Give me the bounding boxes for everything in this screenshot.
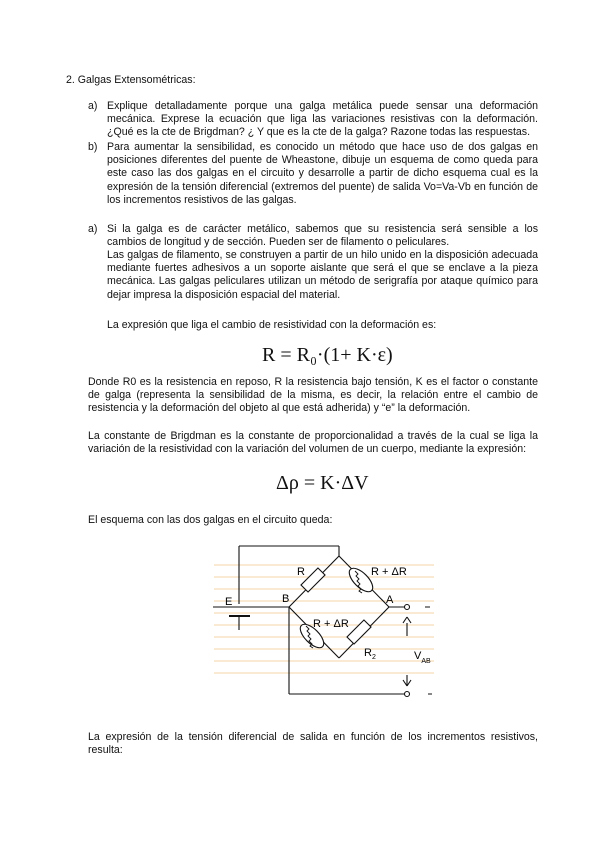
answer-a-label: a) [88,223,98,235]
label-a: A [386,594,394,606]
label-gauge-bottom: R + ΔR [313,618,349,630]
question-a-label: a) [88,100,98,112]
question-b-text: Para aumentar la sensibilidad, es conocido un método que hace uso de dos galgas en posiciones diferentes del puente de Wheastone, dibuje un esquema de como queda para este caso las dos galgas en el circuito y desarrolle a partir de dicho esquema cual es la expresión de la tensión diferencial (extremos del puente) de salida Vo=Va-Vb en función de los incrementos resistivos de las galgas. [107,141,538,206]
label-vab: $V_{AB}$ [414,650,431,665]
terminal-b [405,692,410,697]
answer-paragraph-7: La expresión de la tensión diferencial de salida en función de los incrementos resistivos, resulta: [88,731,538,757]
label-e: E [225,596,233,608]
question-a-text: Explique detalladamente porque una galga metálica puede sensar una deformación mecánica. Exprese la ecuación que liga las variaciones resistivas con la deformación. ¿Qué es la cte de Brigdman? ¿ Y que es la cte de la galga? Razone todas las respuestas. [107,100,538,139]
resistor-r2 [347,620,371,644]
answer-paragraph-3: La expresión que liga el cambio de resistividad con la deformación es: [107,319,437,331]
equation-resistance: R = R₀·(1+ K·ε) [262,344,393,366]
terminal-a [405,605,410,610]
equation-brigdman: Δρ = K·ΔV [276,472,369,494]
answer-paragraph-4: Donde R0 es la resistencia en reposo, R la resistencia bajo tensión, K es el factor o constante de galga (representa la sensibilidad de la misma, es decir, la relación entre el cambio de resistencia y la deformación del objeto al que está adherida) y “e” la deformación. [88,376,538,415]
section-heading: 2. Galgas Extensométricas: [66,74,196,86]
label-r-top: R [297,566,305,578]
question-b-label: b) [88,141,98,153]
label-r2: $R_2$ [364,647,376,661]
label-gauge-top: R + ΔR [371,566,407,578]
answer-paragraph-1: Si la galga es de carácter metálico, sabemos que su resistencia será sensible a los cambios de longitud y de sección. Pueden ser de filamento o peliculares. [107,223,538,249]
answer-paragraph-6: El esquema con las dos galgas en el circuito queda: [88,514,333,526]
answer-paragraph-2: Las galgas de filamento, se construyen a partir de un hilo unido en la disposición adecuada mediante fuertes adhesivos a un soporte aislante que será el que se enclave a la pieza mecánica. Las galgas peliculares utilizan un método de serigrafía por ataque químico para dejar impresa la disposición espacial del material. [107,249,538,301]
label-b: B [282,593,290,605]
answer-paragraph-5: La constante de Brigdman es la constante de proporcionalidad a través de la cual se liga la variación de la resistividad con la variación del volumen de un cuerpo, mediante la expresión: [88,430,538,456]
